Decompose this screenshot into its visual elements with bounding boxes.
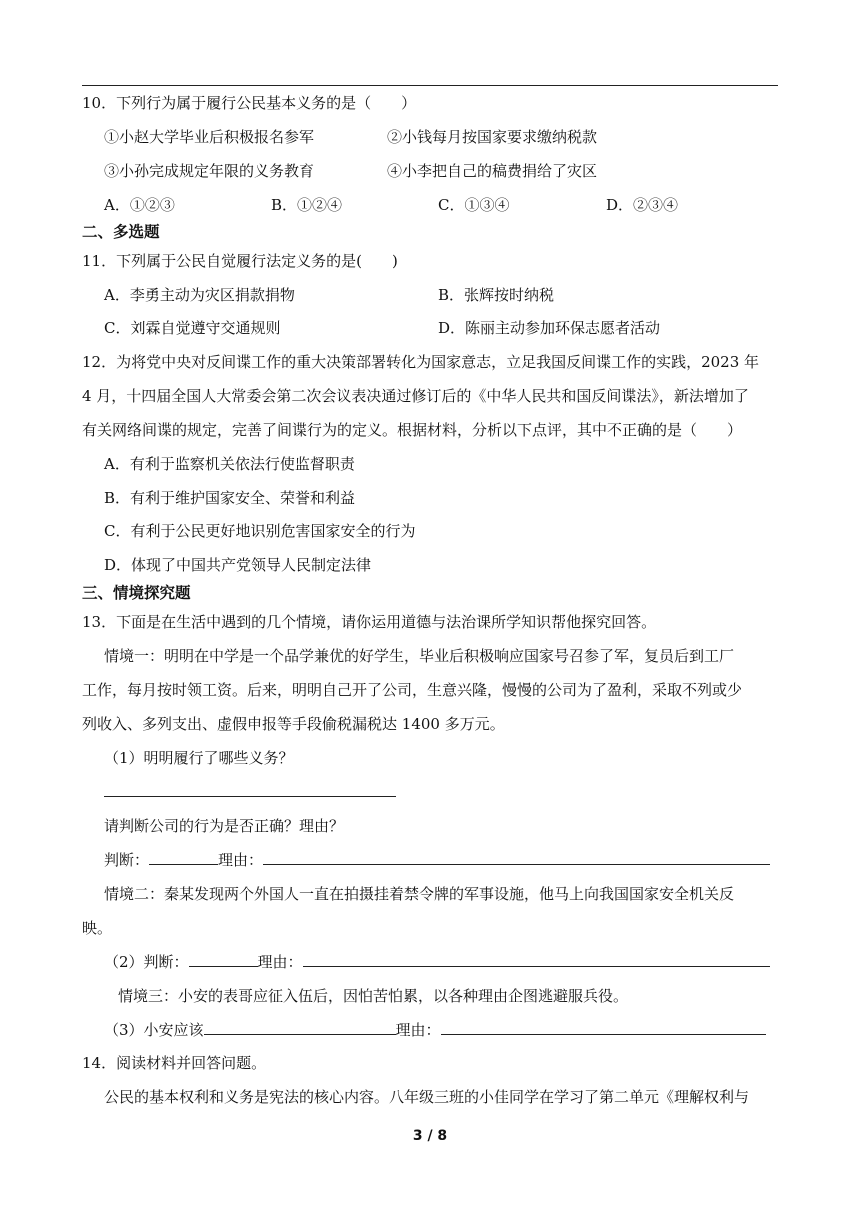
q11-option-b: B．张辉按时纳税 (438, 286, 555, 304)
q10-item-1: ①小赵大学毕业后积极报名参军 (104, 128, 315, 146)
q13-sub3-reason-line[interactable] (441, 1020, 766, 1035)
q13-stem: 13．下面是在生活中遇到的几个情境，请你运用道德与法治课所学知识帮他探究回答。 (82, 613, 657, 631)
q14-material-line-1: 公民的基本权利和义务是宪法的核心内容。八年级三班的小佳同学在学习了第二单元《理解权利与 (104, 1088, 750, 1106)
q13-scenario1-line-1: 情境一：明明在中学是一个品学兼优的好学生，毕业后积极响应国家号召参了军，复员后到工厂 (104, 647, 735, 665)
q12-option-d: D．体现了中国共产党领导人民制定法律 (104, 556, 372, 574)
q13-sub2-label: （2）判断： (104, 953, 189, 971)
q13-scenario2-line-2: 映。 (82, 919, 113, 937)
q13-sub3-row (104, 1020, 766, 1040)
q12-option-c: C．有利于公民更好地识别危害国家安全的行为 (104, 522, 416, 540)
q13-scenario2-line-1: 情境二：秦某发现两个外国人一直在拍摄挂着禁令牌的军事设施，他马上向我国国家安全机关反 (104, 885, 735, 903)
q13-reason-answer-line[interactable] (263, 850, 770, 865)
q13-sub3-label: （3）小安应该 (104, 1021, 204, 1039)
q10-item-3: ③小孙完成规定年限的义务教育 (104, 162, 315, 180)
q12-option-b: B．有利于维护国家安全、荣誉和利益 (104, 489, 356, 507)
section-title-scenario: 三、情境探究题 (82, 584, 191, 602)
q11-option-c: C．刘霖自觉遵守交通规则 (104, 319, 281, 337)
q12-stem-line-2: 4 月，十四届全国人大常委会第二次会议表决通过修订后的《中华人民共和国反间谍法》，新法增加了 (82, 387, 749, 405)
q12-stem-line-1: 12．为将党中央对反间谍工作的重大决策部署转化为国家意志，立足我国反间谍工作的实践，2023 年 (82, 353, 760, 371)
q13-sub2-answer-line[interactable] (189, 952, 258, 967)
q13-sub2-reason-line[interactable] (303, 952, 770, 967)
q13-judge-prompt: 请判断公司的行为是否正确？理由？ (104, 817, 345, 835)
q10-option-b: B．①②④ (271, 196, 343, 214)
q13-scenario3-line-1: 情境三：小安的表哥应征入伍后，因怕苦怕累，以各种理由企图逃避服兵役。 (118, 987, 629, 1005)
q13-reason-label: 理由： (218, 851, 264, 869)
q10-stem: 10．下列行为属于履行公民基本义务的是（ ） (82, 94, 417, 112)
q12-stem-line-3: 有关网络间谍的规定，完善了间谍行为的定义。根据材料，分析以下点评，其中不正确的是（ ） (82, 421, 743, 439)
q13-judge-label: 判断： (104, 851, 150, 869)
header-rule (82, 85, 778, 86)
q10-option-d: D．②③④ (606, 196, 679, 214)
q14-stem: 14．阅读材料并回答问题。 (82, 1054, 267, 1072)
q13-sub2-reason-label: 理由： (257, 953, 303, 971)
q13-sub3-answer-line[interactable] (204, 1020, 396, 1035)
q13-judge-answer-line[interactable] (149, 850, 218, 865)
q13-scenario1-line-3: 列收入、多列支出、虚假申报等手段偷税漏税达 1400 多万元。 (82, 715, 505, 733)
q13-judge-row (104, 850, 770, 870)
page-number: 3 / 8 (412, 1128, 448, 1144)
q13-sub1: （1）明明履行了哪些义务？ (104, 749, 294, 767)
q13-sub3-reason-label: 理由： (395, 1021, 441, 1039)
q13-sub2-row (104, 952, 770, 972)
q13-scenario1-line-2: 工作，每月按时领工资。后来，明明自己开了公司，生意兴隆，慢慢的公司为了盈利，采取不列或少 (82, 681, 743, 699)
section-title-multi-choice: 二、多选题 (82, 223, 160, 241)
q12-option-a: A．有利于监察机关依法行使监督职责 (104, 455, 355, 473)
q13-sub1-answer-line[interactable] (104, 780, 396, 797)
q10-item-4: ④小李把自己的稿费捐给了灾区 (387, 162, 598, 180)
q10-option-c: C．①③④ (438, 196, 510, 214)
q11-option-d: D．陈丽主动参加环保志愿者活动 (438, 319, 661, 337)
q11-option-a: A．李勇主动为灾区捐款捐物 (104, 286, 295, 304)
q11-stem: 11．下列属于公民自觉履行法定义务的是( ) (82, 252, 398, 270)
q10-option-a: A．①②③ (104, 196, 175, 214)
q10-item-2: ②小钱每月按国家要求缴纳税款 (387, 128, 598, 146)
